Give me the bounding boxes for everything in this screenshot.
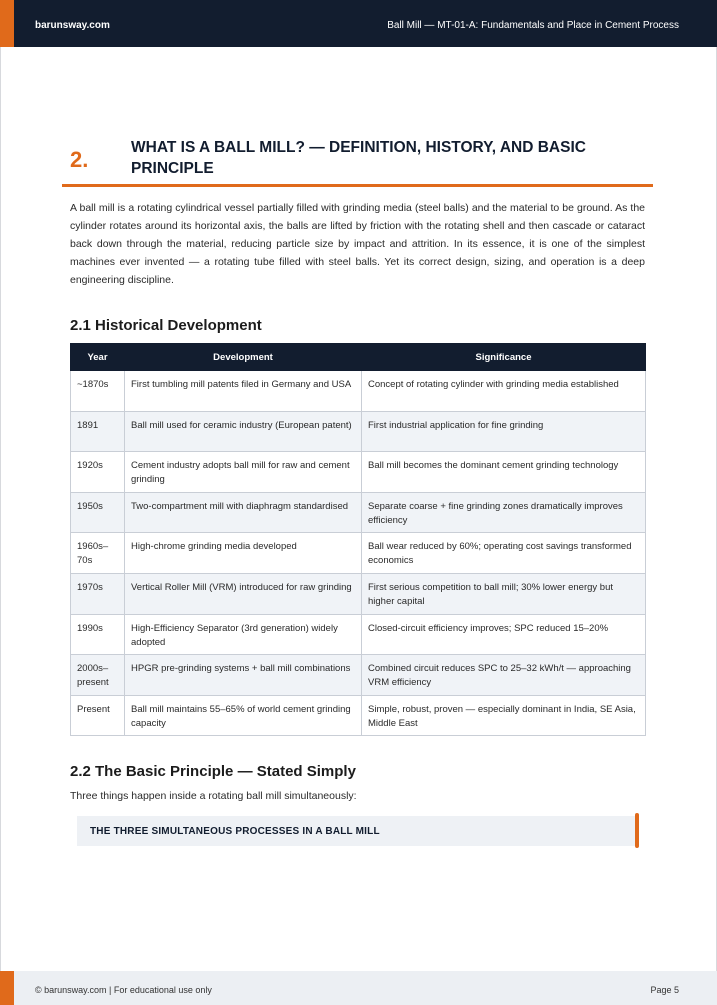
table-row bbox=[71, 533, 646, 574]
column-header-year: Year bbox=[71, 344, 125, 371]
page-number: Page 5 bbox=[650, 985, 679, 995]
footer-copyright: © barunsway.com | For educational use only bbox=[35, 985, 212, 995]
cell-development: HPGR pre-grinding systems + ball mill combinations bbox=[125, 655, 362, 696]
column-header-development: Development bbox=[125, 344, 362, 371]
history-heading: 2.1 Historical Development bbox=[70, 317, 262, 334]
table-row bbox=[71, 695, 646, 736]
cell-significance: Simple, robust, proven — especially dominant in India, SE Asia, Middle East bbox=[362, 695, 646, 736]
section-divider bbox=[62, 184, 653, 187]
page-footer bbox=[0, 971, 717, 1005]
principle-intro: Three things happen inside a rotating ball mill simultaneously: bbox=[70, 790, 357, 802]
history-table bbox=[70, 343, 646, 736]
history-table-header-row bbox=[71, 344, 646, 371]
table-row bbox=[71, 452, 646, 493]
cell-year: 1950s bbox=[71, 492, 125, 533]
cell-year: 2000s–present bbox=[71, 655, 125, 696]
header-brand: barunsway.com bbox=[35, 20, 110, 31]
callout-title: THE THREE SIMULTANEOUS PROCESSES IN A BALL MILL bbox=[90, 826, 380, 837]
table-row bbox=[71, 492, 646, 533]
cell-development: Cement industry adopts ball mill for raw and cement grinding bbox=[125, 452, 362, 493]
cell-significance: Separate coarse + fine grinding zones dramatically improves efficiency bbox=[362, 492, 646, 533]
cell-development: Ball mill maintains 55–65% of world cement grinding capacity bbox=[125, 695, 362, 736]
table-row bbox=[71, 411, 646, 452]
header-accent-bar bbox=[0, 0, 14, 47]
cell-development: High-Efficiency Separator (3rd generation) widely adopted bbox=[125, 614, 362, 655]
cell-year: ~1870s bbox=[71, 371, 125, 412]
cell-significance: Ball mill becomes the dominant cement grinding technology bbox=[362, 452, 646, 493]
cell-development: Ball mill used for ceramic industry (European patent) bbox=[125, 411, 362, 452]
cell-year: Present bbox=[71, 695, 125, 736]
footer-accent-bar bbox=[0, 971, 14, 1005]
cell-year: 1891 bbox=[71, 411, 125, 452]
section-title: WHAT IS A BALL MILL? — DEFINITION, HISTORY, AND BASIC PRINCIPLE bbox=[131, 139, 586, 177]
cell-development: Two-compartment mill with diaphragm standardised bbox=[125, 492, 362, 533]
cell-development: First tumbling mill patents filed in Germany and USA bbox=[125, 371, 362, 412]
cell-significance: Concept of rotating cylinder with grinding media established bbox=[362, 371, 646, 412]
cell-significance: First serious competition to ball mill; 30% lower energy but higher capital bbox=[362, 573, 646, 614]
cell-significance: Closed-circuit efficiency improves; SPC reduced 15–20% bbox=[362, 614, 646, 655]
cell-year: 1970s bbox=[71, 573, 125, 614]
cell-significance: First industrial application for fine grinding bbox=[362, 411, 646, 452]
section-number: 2. bbox=[70, 147, 89, 172]
table-row bbox=[71, 614, 646, 655]
cell-year: 1920s bbox=[71, 452, 125, 493]
processes-callout-box bbox=[77, 816, 637, 846]
section-intro-paragraph: A ball mill is a rotating cylindrical vessel partially filled with grinding media (steel balls) and the material to be ground. As the cylinder rotates around its horizontal axis, the balls are lifted by friction with the rotating shell and then cascade or cataract back down through the material, reducing particle size by impact and attrition. In its essence, it is one of the simplest machines ever invented — a rotating tube filled with steel balls. Yet its correct design, sizing, and operation is a deep engineering discipline. bbox=[70, 202, 645, 286]
column-header-significance: Significance bbox=[362, 344, 646, 371]
table-row bbox=[71, 655, 646, 696]
header-doc-title: Ball Mill — MT-01-A: Fundamentals and Place in Cement Process bbox=[387, 20, 679, 31]
cell-year: 1960s–70s bbox=[71, 533, 125, 574]
cell-year: 1990s bbox=[71, 614, 125, 655]
cell-significance: Ball wear reduced by 60%; operating cost savings transformed economics bbox=[362, 533, 646, 574]
principle-heading: 2.2 The Basic Principle — Stated Simply bbox=[70, 763, 356, 780]
callout-accent-bar bbox=[635, 813, 639, 848]
cell-development: Vertical Roller Mill (VRM) introduced for raw grinding bbox=[125, 573, 362, 614]
cell-development: High-chrome grinding media developed bbox=[125, 533, 362, 574]
cell-significance: Combined circuit reduces SPC to 25–32 kWh/t — approaching VRM efficiency bbox=[362, 655, 646, 696]
table-row bbox=[71, 573, 646, 614]
table-row bbox=[71, 371, 646, 412]
page-header bbox=[0, 0, 717, 47]
